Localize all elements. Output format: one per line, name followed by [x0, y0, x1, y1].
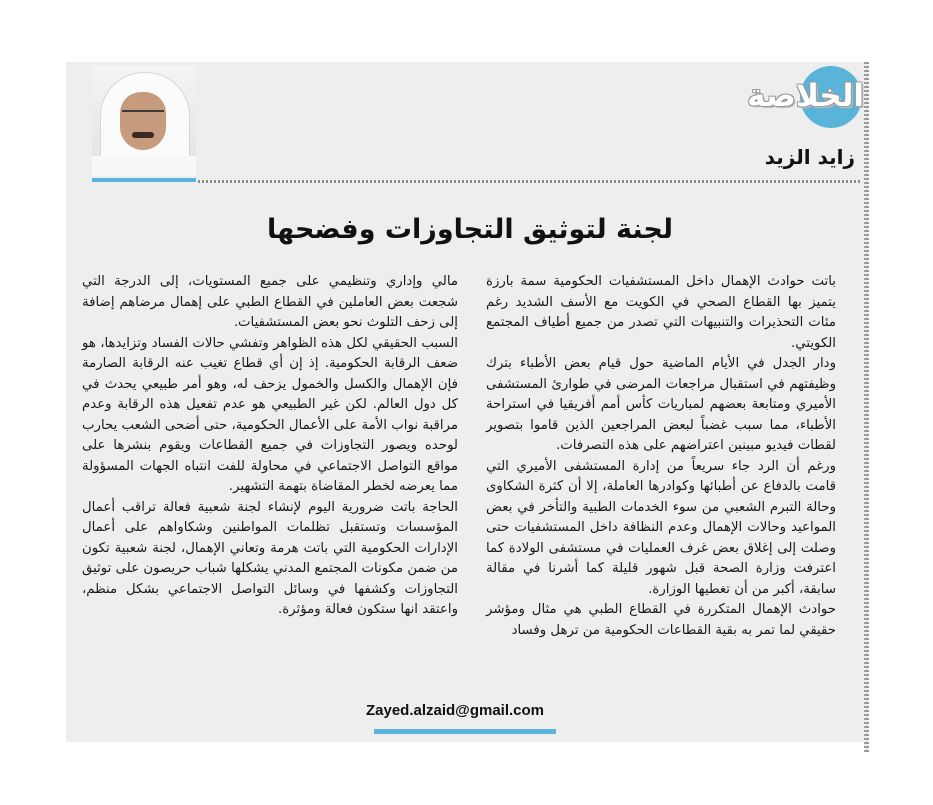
- author-photo-shoulders: [92, 156, 196, 176]
- decorative-border-strip: [864, 62, 869, 752]
- paragraph: الحاجة باتت ضرورية اليوم لإنشاء لجنة شعبية فعالة تراقب أعمال المؤسسات وتستقبل تظلمات المواطنين وشكاواهم على أعمال الإدارات الحكومية التي باتت هرمة وتعاني الإهمال، لجنة شعبية تكون من ضمن مكونات المجتمع المدني يشكلها شباب حريصون على توثيق التجاوزات وكشفها في وسائل التواصل الاجتماعي بشكل منظم، واعتقد انها ستكون فعالة ومؤثرة.: [82, 499, 458, 617]
- header-divider: [198, 180, 862, 183]
- author-photo: [92, 66, 196, 176]
- author-photo-mustache: [132, 132, 154, 138]
- paragraph: السبب الحقيقي لكل هذه الظواهر وتفشي حالات الفساد وتزايدها، هو ضعف الرقابة الحكومية. إذ إن أي قطاع تغيب عنه الرقابة الصارمة فإن الإهمال والكسل والخمول يزحف له، وهو أمر طبيعي يحدث في كل دول العالم. لكن غير الطبيعي هو عدم تفعيل هذه الرقابة وعدم مراقبة نواب الأمة على الأعمال الحكومية، حتى أضحى الشعب يحارب لوحده ويصور التجاوزات في جميع القطاعات ويقوم بنشرها على مواقع التواصل الاجتماعي في محاولة للفت انتباه الجهات المسؤولة مما يعرضه لخطر المقاضاة بتهمة التشهير.: [82, 335, 458, 494]
- article-column-left: [82, 272, 458, 621]
- paragraph: حوادث الإهمال المتكررة في القطاع الطبي هي مثال ومؤشر حقيقي لما تمر به بقية القطاعات الحكومية من ترهل وفساد: [486, 602, 836, 638]
- paragraph: باتت حوادث الإهمال داخل المستشفيات الحكومية سمة بارزة يتميز بها القطاع الصحي في الكويت مع الأسف الشديد رغم مئات التحذيرات والتنبيهات التي تصدر من جميع أطياف المجتمع الكويتي.: [486, 274, 836, 351]
- article-headline: لجنة لتوثيق التجاوزات وفضحها: [267, 214, 673, 245]
- article-column-right: [486, 272, 836, 641]
- paragraph: ودار الجدل في الأيام الماضية حول قيام بعض الأطباء بترك وظيفتهم في استقبال مراجعات المرضى في طوارئ المستشفى الأميري ومتابعة بعضهم لمباريات كأس أمم أفريقيا في استراحة الأطباء، مما سبب غضباً لبعض المراجعين الذين قاموا بتصوير لقطات فيديو مبينين اعتراضهم على هذه التصرفات.: [486, 356, 836, 453]
- footer-accent-bar: [374, 729, 556, 734]
- author-email: Zayed.alzaid@gmail.com: [365, 702, 544, 719]
- paragraph: مالي وإداري وتنظيمي على جميع المستويات، إلى الدرجة التي شجعت بعض العاملين في القطاع الطبي على إهمال مرضاهم إضافة إلى زحف التلوث نحو بعض المستشفيات.: [82, 274, 458, 330]
- author-photo-glasses: [122, 110, 164, 122]
- paragraph: ورغم أن الرد جاء سريعاً من إدارة المستشفى الأميري التي قامت بالدفاع عن أطبائها وكوادرها العاملة، إلا أن كثرة الشكاوى وحالة التبرم الشعبي من سوء الخدمات الطبية والتأخر في بعض المواعيد وحالات الإهمال وعدم النظافة داخل المستشفيات حتى وصلت إلى إغلاق بعض غرف العمليات في مستشفى الولادة كما اعترفت وزارة الصحة قبل شهور قليلة كما أشرنا في مقالة سابقة، أكبر من أن تغطيها الوزارة.: [486, 458, 836, 597]
- author-name: زايد الزيد: [764, 145, 855, 169]
- column-logo: [716, 66, 864, 130]
- logo-text: الخلاصة: [747, 78, 864, 114]
- photo-accent-bar: [92, 178, 196, 182]
